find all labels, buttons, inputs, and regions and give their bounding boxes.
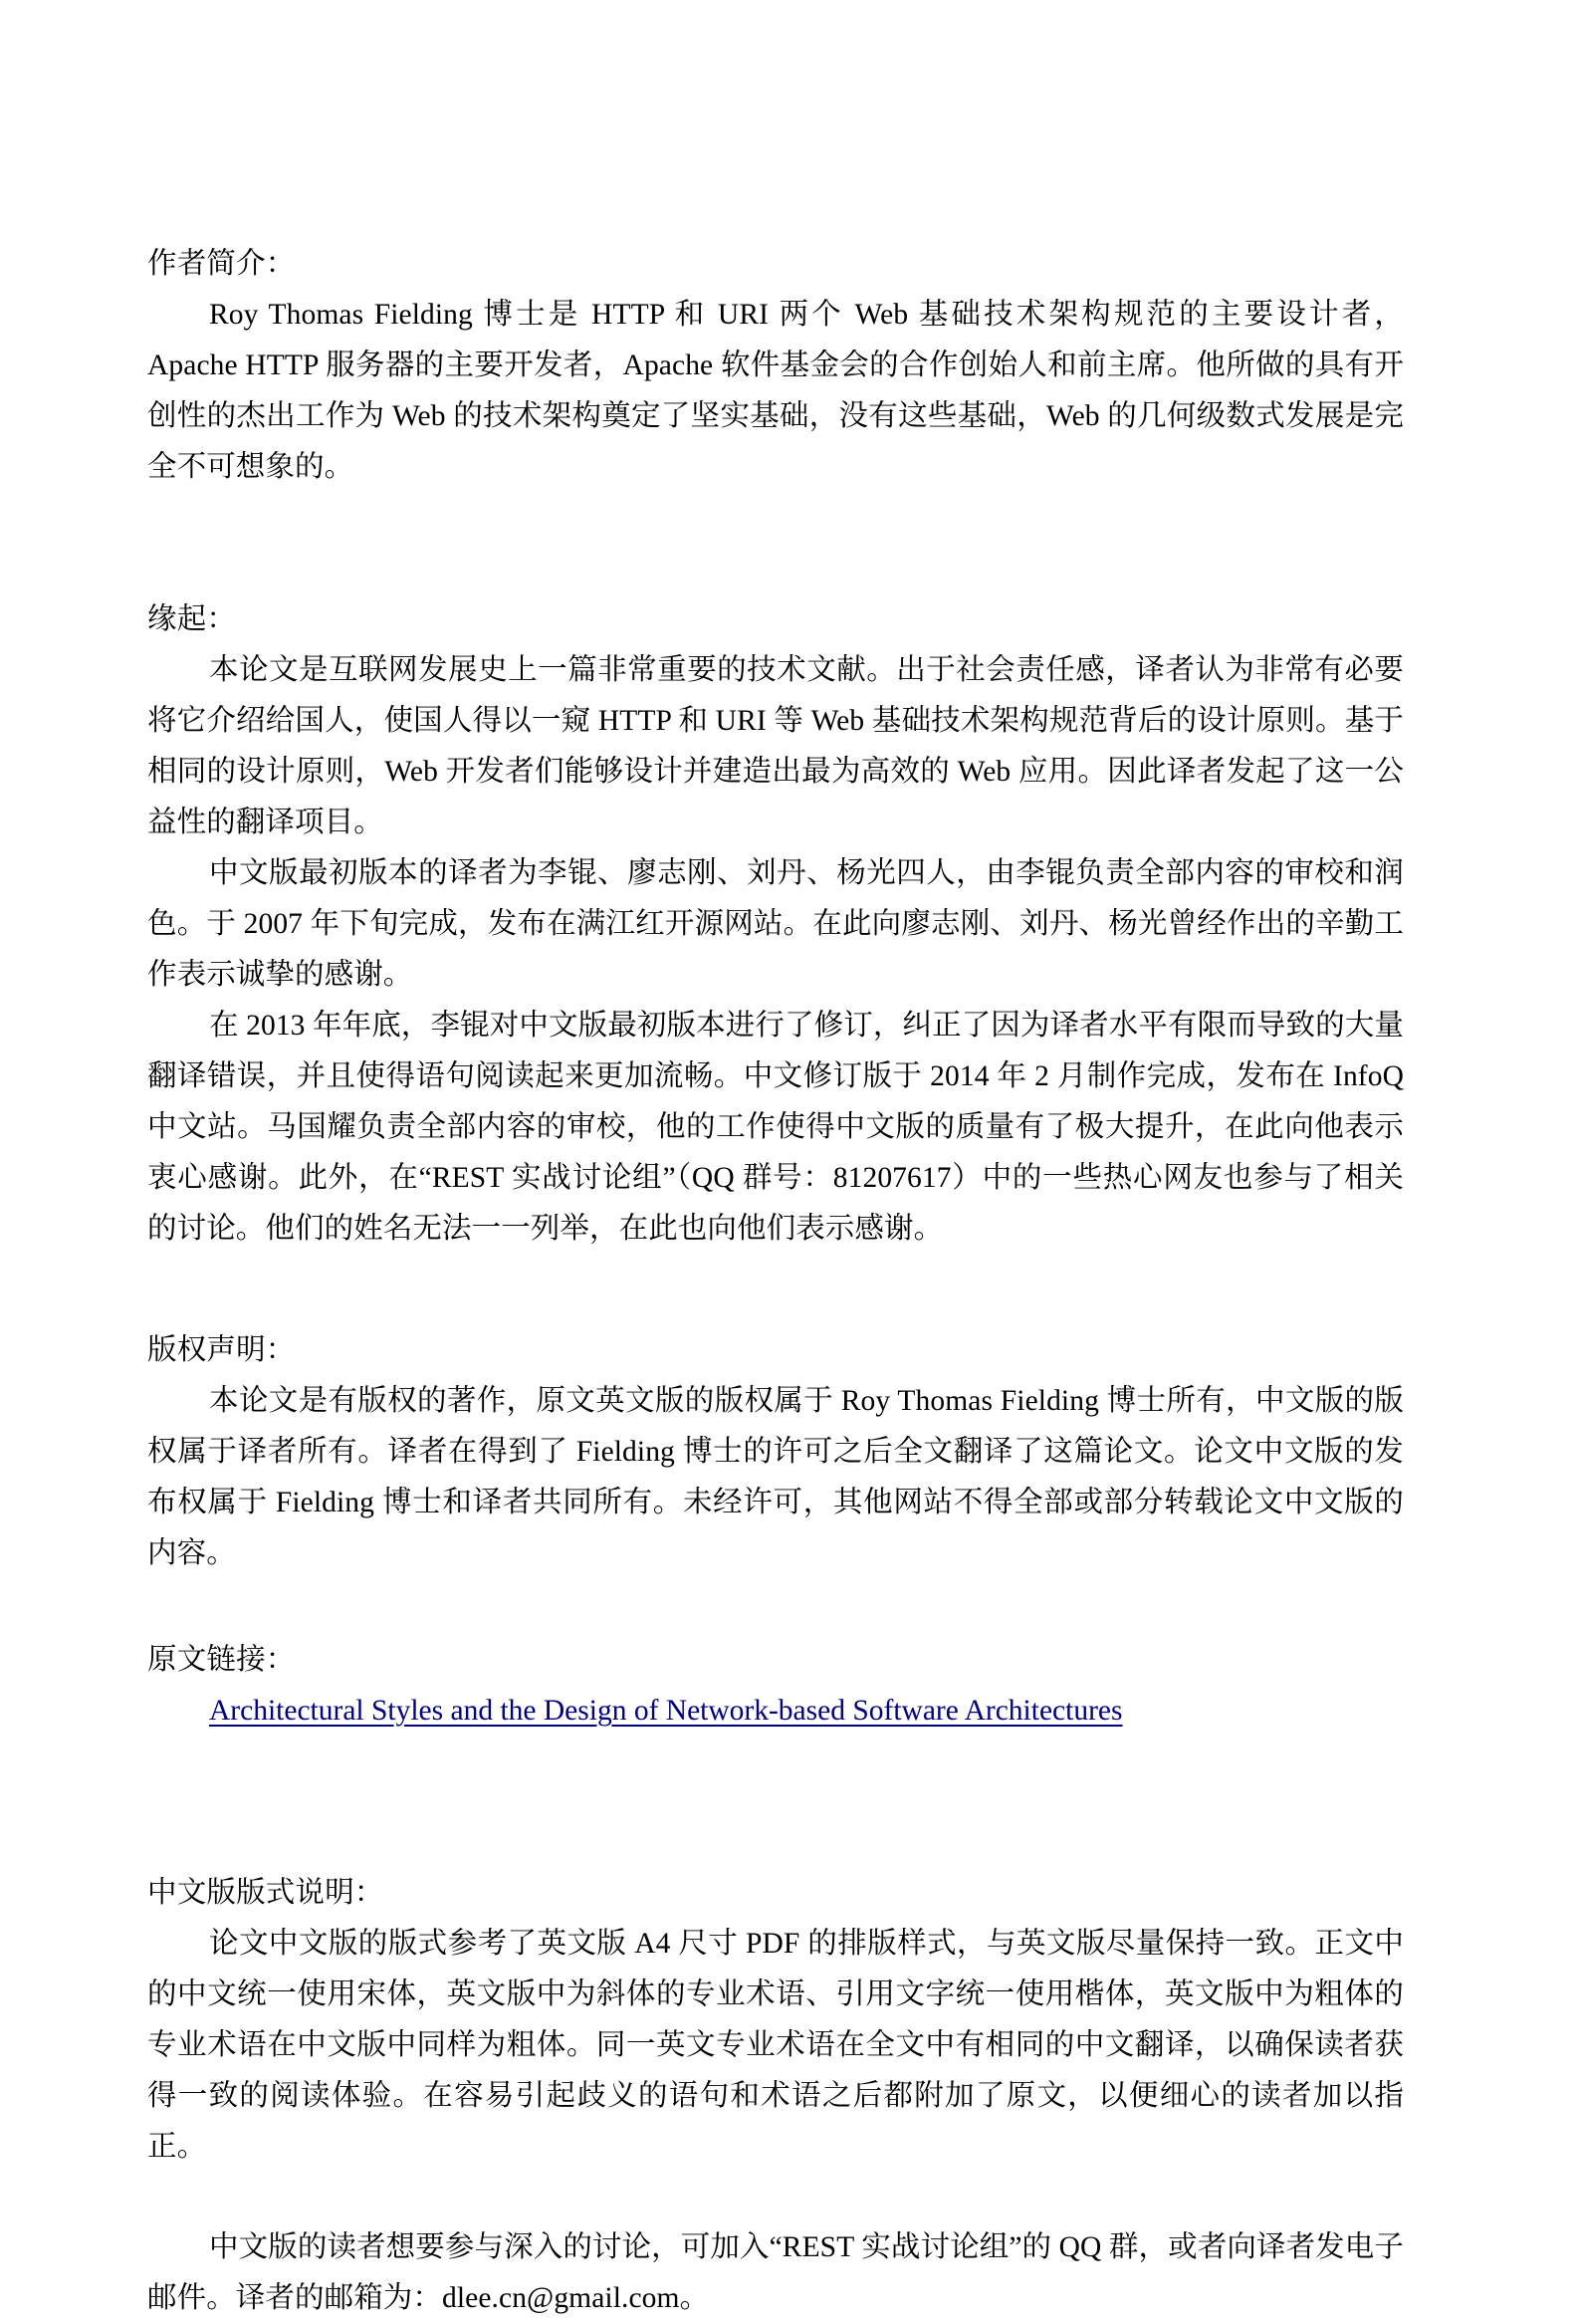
spacer-after-origin [147, 1255, 1404, 1325]
section-origin [147, 594, 1404, 1255]
section-author-bio [147, 239, 1404, 493]
section-copyright [147, 1325, 1404, 1579]
copyright-heading: 版权声明： [147, 1334, 296, 1366]
spacer-between-layout-paragraphs [147, 2173, 1404, 2222]
origin-paragraph-2: 中文版最初版本的译者为李锟、廖志刚、刘丹、杨光四人，由李锟负责全部内容的审校和润色。于 2007 年下旬完成，发布在满江红开源网站。在此向廖志刚、刘丹、杨光曾经作出的辛勤工作表示诚挚的感谢。 [147, 857, 1404, 991]
document-content [147, 239, 1404, 2324]
section-original-link [147, 1635, 1404, 1737]
author-bio-paragraph: Roy Thomas Fielding 博士是 HTTP 和 URI 两个 Web 基础技术架构规范的主要设计者，Apache HTTP 服务器的主要开发者，Apache 软件基金会的合作创始人和前主席。他所做的具有开创性的杰出工作为 Web 的技术架构奠定了坚实基础，没有这些基础，Web 的几何级数式发展是完全不可想象的。 [147, 299, 1404, 483]
spacer-after-copyright [147, 1579, 1404, 1635]
origin-heading: 缘起： [147, 603, 237, 635]
layout-notes-paragraph-1: 论文中文版的版式参考了英文版 A4 尺寸 PDF 的排版样式，与英文版尽量保持一致。正文中的中文统一使用宋体，英文版中为斜体的专业术语、引用文字统一使用楷体，英文版中为粗体的专业术语在中文版中同样为粗体。同一英文专业术语在全文中有相同的中文翻译，以确保读者获得一致的阅读体验。在容易引起歧义的语句和术语之后都附加了原文，以便细心的读者加以指正。 [147, 1928, 1404, 2163]
original-paper-link[interactable]: Architectural Styles and the Design of Network-based Software Architectures [209, 1695, 1123, 1727]
copyright-paragraph: 本论文是有版权的著作，原文英文版的版权属于 Roy Thomas Fielding 博士所有，中文版的版权属于译者所有。译者在得到了 Fielding 博士的许可之后全文翻译了这篇论文。论文中文版的发布权属于 Fielding 博士和译者共同所有。未经许可，其他网站不得全部或部分转载论文中文版的内容。 [147, 1385, 1404, 1569]
section-layout-notes [147, 1868, 1404, 2324]
author-bio-heading: 作者简介： [147, 248, 296, 280]
origin-paragraph-3: 在 2013 年年底，李锟对中文版最初版本进行了修订，纠正了因为译者水平有限而导致的大量翻译错误，并且使得语句阅读起来更加流畅。中文修订版于 2014 年 2 月制作完成，发布在 InfoQ 中文站。马国耀负责全部内容的审校，他的工作使得中文版的质量有了极大提升，在此向他表示衷心感谢。此外，在“REST 实战讨论组”（QQ 群号：81207617）中的一些热心网友也参与了相关的讨论。他们的姓名无法一一列举，在此也向他们表示感谢。 [147, 1010, 1404, 1245]
layout-notes-paragraph-2: 中文版的读者想要参与深入的讨论，可加入“REST 实战讨论组”的 QQ 群，或者向译者发电子邮件。译者的邮箱为：dlee.cn@gmail.com。 [147, 2231, 1404, 2314]
original-link-heading: 原文链接： [147, 1644, 296, 1676]
spacer-after-link [147, 1737, 1404, 1868]
spacer-after-author-bio [147, 493, 1404, 594]
origin-paragraph-1: 本论文是互联网发展史上一篇非常重要的技术文献。出于社会责任感，译者认为非常有必要将它介绍给国人，使国人得以一窥 HTTP 和 URI 等 Web 基础技术架构规范背后的设计原则。基于相同的设计原则，Web 开发者们能够设计并建造出最为高效的 Web 应用。因此译者发起了这一公益性的翻译项目。 [147, 654, 1404, 838]
original-link-wrapper [147, 1686, 1404, 1737]
layout-notes-heading: 中文版版式说明： [147, 1877, 384, 1909]
